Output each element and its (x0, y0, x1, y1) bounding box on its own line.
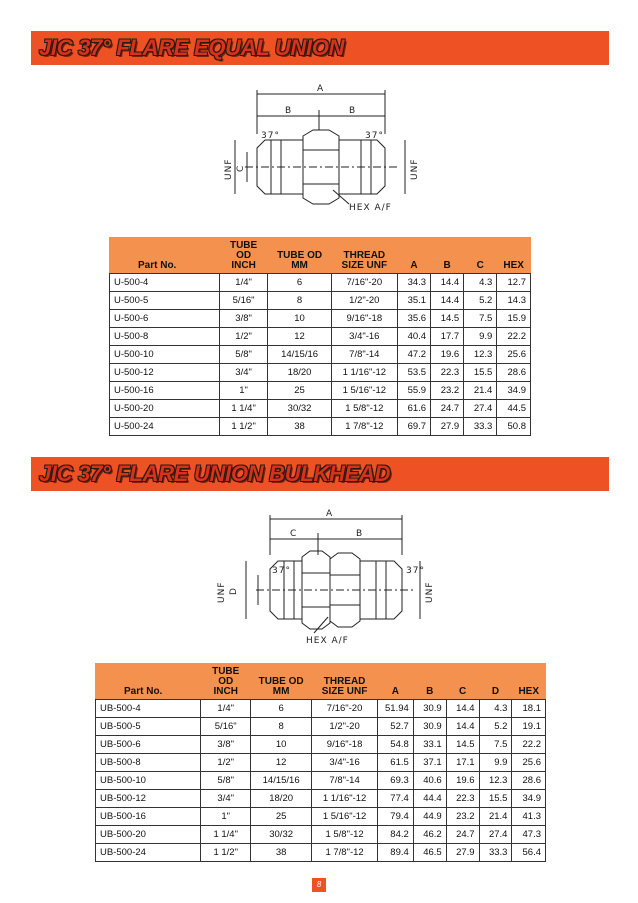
table-cell: 84.2 (377, 826, 413, 844)
table-cell: 1/2" (219, 328, 268, 346)
table-cell: 1/4" (219, 274, 268, 292)
table-cell: 1 7/8"-12 (331, 418, 397, 436)
table-cell: 12.3 (479, 772, 512, 790)
dim-b-left-label: B (285, 106, 293, 116)
table-cell: 1 5/16"-12 (312, 808, 378, 826)
table-cell: 5.2 (464, 292, 497, 310)
table-cell: 14.4 (446, 700, 479, 718)
table-cell: 61.5 (377, 754, 413, 772)
table-cell: 44.4 (413, 790, 446, 808)
table-cell: 14/15/16 (268, 346, 331, 364)
table-cell: 22.2 (512, 736, 546, 754)
table-cell: UB-500-8 (96, 754, 201, 772)
table-cell: 18.1 (512, 700, 546, 718)
col-hex: HEX (512, 664, 546, 700)
table-row (110, 310, 531, 328)
col-b: B (413, 664, 446, 700)
table-cell: 1 1/4" (201, 826, 251, 844)
table-cell: 27.9 (446, 844, 479, 862)
unf-left-label: UNF (217, 581, 227, 603)
table-cell: 5/8" (201, 772, 251, 790)
col-tube-od-mm: TUBE OD MM (268, 238, 331, 274)
table-cell: UB-500-24 (96, 844, 201, 862)
table-cell: 1 1/16"-12 (331, 364, 397, 382)
col-tube-od-inch: TUBE OD INCH (201, 664, 251, 700)
table-cell: 69.3 (377, 772, 413, 790)
table-cell: 1/2"-20 (312, 718, 378, 736)
col-d: D (479, 664, 512, 700)
table-cell: 5/8" (219, 346, 268, 364)
table-cell: 77.4 (377, 790, 413, 808)
table-cell: 3/8" (201, 736, 251, 754)
dim-d-label: D (229, 587, 239, 595)
table-cell: 22.3 (446, 790, 479, 808)
table-row (96, 718, 546, 736)
table-cell: 30.9 (413, 700, 446, 718)
table-cell: 12 (268, 328, 331, 346)
dim-a-label: A (317, 84, 325, 94)
table-cell: 47.3 (512, 826, 546, 844)
col-tube-od-mm: TUBE OD MM (251, 664, 312, 700)
table-cell: 17.7 (431, 328, 464, 346)
table-row (96, 826, 546, 844)
table-cell: 27.4 (464, 400, 497, 418)
table-cell: 50.8 (497, 418, 531, 436)
table-row (110, 364, 531, 382)
unf-left-label: UNF (224, 158, 234, 180)
col-c: C (446, 664, 479, 700)
table-cell: 35.1 (397, 292, 430, 310)
col-a: A (377, 664, 413, 700)
col-part-no: Part No. (110, 238, 220, 274)
table-cell: 18/20 (251, 790, 312, 808)
table-cell: 22.3 (431, 364, 464, 382)
table-cell: 6 (251, 700, 312, 718)
table-cell: U-500-8 (110, 328, 220, 346)
table-cell: 3/4" (219, 364, 268, 382)
table-cell: 10 (268, 310, 331, 328)
dim-a-label: A (326, 509, 334, 519)
table-row (110, 274, 531, 292)
table-cell: 28.6 (497, 364, 531, 382)
table-cell: 69.7 (397, 418, 430, 436)
table-row (110, 346, 531, 364)
table-cell: UB-500-6 (96, 736, 201, 754)
table-header-row (96, 664, 546, 700)
table-cell: UB-500-4 (96, 700, 201, 718)
table-cell: 38 (251, 844, 312, 862)
table-cell: 56.4 (512, 844, 546, 862)
table-cell: 34.3 (397, 274, 430, 292)
unf-right-label: UNF (410, 158, 420, 180)
hex-af-label: HEX A/F (306, 636, 349, 646)
table-cell: 3/4"-16 (331, 328, 397, 346)
table-cell: 12 (251, 754, 312, 772)
table-cell: 1 1/4" (219, 400, 268, 418)
table-row (110, 418, 531, 436)
section-title: JIC 37° FLARE UNION BULKHEAD (39, 461, 391, 486)
section-title-banner (31, 457, 609, 491)
table-row (96, 736, 546, 754)
dim-b-label: B (356, 529, 364, 539)
angle-right-label: 37° (365, 131, 384, 141)
table-cell: 4.3 (464, 274, 497, 292)
table-row (110, 292, 531, 310)
table-cell: 21.4 (464, 382, 497, 400)
table-cell: 1" (201, 808, 251, 826)
table-row (96, 844, 546, 862)
table-cell: 19.6 (446, 772, 479, 790)
angle-left-label: 37° (272, 566, 291, 576)
table-cell: 1 1/2" (219, 418, 268, 436)
table-cell: 28.6 (512, 772, 546, 790)
table-cell: 14/15/16 (251, 772, 312, 790)
table-cell: 44.5 (497, 400, 531, 418)
table-row (96, 808, 546, 826)
table-cell: UB-500-12 (96, 790, 201, 808)
table-row (110, 328, 531, 346)
col-tube-od-inch: TUBE OD INCH (219, 238, 268, 274)
table-row (110, 400, 531, 418)
table-cell: 46.5 (413, 844, 446, 862)
table-cell: 40.4 (397, 328, 430, 346)
table-cell: U-500-20 (110, 400, 220, 418)
table-cell: 15.5 (464, 364, 497, 382)
table-cell: 5/16" (219, 292, 268, 310)
table-cell: U-500-12 (110, 364, 220, 382)
table-cell: 34.9 (497, 382, 531, 400)
table-cell: 38 (268, 418, 331, 436)
table-cell: 41.3 (512, 808, 546, 826)
col-thread-size: THREAD SIZE UNF (312, 664, 378, 700)
table-row (96, 754, 546, 772)
table-cell: 8 (251, 718, 312, 736)
table-cell: 23.2 (446, 808, 479, 826)
table-cell: 53.5 (397, 364, 430, 382)
unf-right-label: UNF (425, 581, 435, 603)
table-cell: 24.7 (446, 826, 479, 844)
table-cell: 25 (251, 808, 312, 826)
table-cell: 54.8 (377, 736, 413, 754)
table-cell: 1/2"-20 (331, 292, 397, 310)
table-cell: 12.3 (464, 346, 497, 364)
table-cell: 5.2 (479, 718, 512, 736)
bulkhead-union-table (95, 663, 546, 862)
equal-union-drawing (215, 80, 425, 220)
table-cell: 35.6 (397, 310, 430, 328)
section-title-banner (31, 31, 609, 65)
table-cell: 25 (268, 382, 331, 400)
table-cell: 25.6 (497, 346, 531, 364)
section-title: JIC 37° FLARE EQUAL UNION (39, 35, 345, 60)
bulkhead-union-drawing (210, 505, 435, 650)
table-cell: U-500-4 (110, 274, 220, 292)
table-cell: 17.1 (446, 754, 479, 772)
col-c: C (464, 238, 497, 274)
table-cell: 1/2" (201, 754, 251, 772)
table-cell: 1/4" (201, 700, 251, 718)
table-row (110, 382, 531, 400)
table-cell: 1 7/8"-12 (312, 844, 378, 862)
table-cell: 27.9 (431, 418, 464, 436)
table-cell: 30/32 (251, 826, 312, 844)
table-row (96, 772, 546, 790)
table-cell: 25.6 (512, 754, 546, 772)
table-cell: 47.2 (397, 346, 430, 364)
table-cell: 10 (251, 736, 312, 754)
table-row (96, 700, 546, 718)
page-number: 8 (312, 878, 326, 892)
table-cell: 9/16"-18 (312, 736, 378, 754)
dim-c-label: C (290, 529, 298, 539)
table-cell: 23.2 (431, 382, 464, 400)
table-cell: U-500-5 (110, 292, 220, 310)
table-cell: 51.94 (377, 700, 413, 718)
table-cell: 1 5/8"-12 (331, 400, 397, 418)
table-cell: 33.3 (464, 418, 497, 436)
table-cell: 14.5 (446, 736, 479, 754)
table-cell: 7/8"-14 (312, 772, 378, 790)
hex-af-label: HEX A/F (349, 203, 392, 213)
table-cell: 14.4 (431, 292, 464, 310)
table-cell: 9.9 (479, 754, 512, 772)
table-cell: U-500-6 (110, 310, 220, 328)
table-cell: 3/4"-16 (312, 754, 378, 772)
table-cell: 30.9 (413, 718, 446, 736)
table-cell: 40.6 (413, 772, 446, 790)
table-cell: 14.4 (431, 274, 464, 292)
table-cell: 4.3 (479, 700, 512, 718)
table-cell: 14.3 (497, 292, 531, 310)
table-cell: 18/20 (268, 364, 331, 382)
table-cell: 3/8" (219, 310, 268, 328)
table-cell: 14.5 (431, 310, 464, 328)
table-cell: 1 1/2" (201, 844, 251, 862)
table-cell: 21.4 (479, 808, 512, 826)
table-cell: 7.5 (479, 736, 512, 754)
col-part-no: Part No. (96, 664, 201, 700)
table-cell: 52.7 (377, 718, 413, 736)
col-b: B (431, 238, 464, 274)
table-cell: U-500-16 (110, 382, 220, 400)
table-cell: 5/16" (201, 718, 251, 736)
equal-union-table (109, 237, 531, 436)
table-cell: 30/32 (268, 400, 331, 418)
table-cell: 44.9 (413, 808, 446, 826)
angle-left-label: 37° (261, 131, 280, 141)
table-cell: UB-500-10 (96, 772, 201, 790)
table-row (96, 790, 546, 808)
table-cell: 37.1 (413, 754, 446, 772)
table-cell: 33.1 (413, 736, 446, 754)
table-cell: 7/16"-20 (331, 274, 397, 292)
table-cell: 46.2 (413, 826, 446, 844)
table-cell: UB-500-16 (96, 808, 201, 826)
table-cell: 7.5 (464, 310, 497, 328)
col-thread-size: THREAD SIZE UNF (331, 238, 397, 274)
angle-right-label: 37° (406, 566, 425, 576)
table-cell: 7/16"-20 (312, 700, 378, 718)
table-cell: 9.9 (464, 328, 497, 346)
table-cell: 61.6 (397, 400, 430, 418)
table-cell: 89.4 (377, 844, 413, 862)
table-cell: 22.2 (497, 328, 531, 346)
table-cell: 15.5 (479, 790, 512, 808)
table-cell: 1 5/8"-12 (312, 826, 378, 844)
table-cell: UB-500-20 (96, 826, 201, 844)
table-cell: UB-500-5 (96, 718, 201, 736)
table-cell: 8 (268, 292, 331, 310)
dim-b-right-label: B (349, 106, 357, 116)
table-cell: 79.4 (377, 808, 413, 826)
table-cell: 24.7 (431, 400, 464, 418)
table-cell: 19.1 (512, 718, 546, 736)
table-cell: 55.9 (397, 382, 430, 400)
table-header-row (110, 238, 531, 274)
table-cell: 1" (219, 382, 268, 400)
col-a: A (397, 238, 430, 274)
table-cell: 6 (268, 274, 331, 292)
table-cell: 12.7 (497, 274, 531, 292)
table-cell: 15.9 (497, 310, 531, 328)
col-hex: HEX (497, 238, 531, 274)
table-cell: 19.6 (431, 346, 464, 364)
table-cell: 34.9 (512, 790, 546, 808)
table-cell: U-500-10 (110, 346, 220, 364)
table-cell: 1 1/16"-12 (312, 790, 378, 808)
table-cell: 7/8"-14 (331, 346, 397, 364)
table-cell: U-500-24 (110, 418, 220, 436)
table-cell: 1 5/16"-12 (331, 382, 397, 400)
dim-c-label: C (236, 164, 246, 172)
table-cell: 9/16"-18 (331, 310, 397, 328)
table-cell: 27.4 (479, 826, 512, 844)
table-cell: 3/4" (201, 790, 251, 808)
table-cell: 14.4 (446, 718, 479, 736)
table-cell: 33.3 (479, 844, 512, 862)
